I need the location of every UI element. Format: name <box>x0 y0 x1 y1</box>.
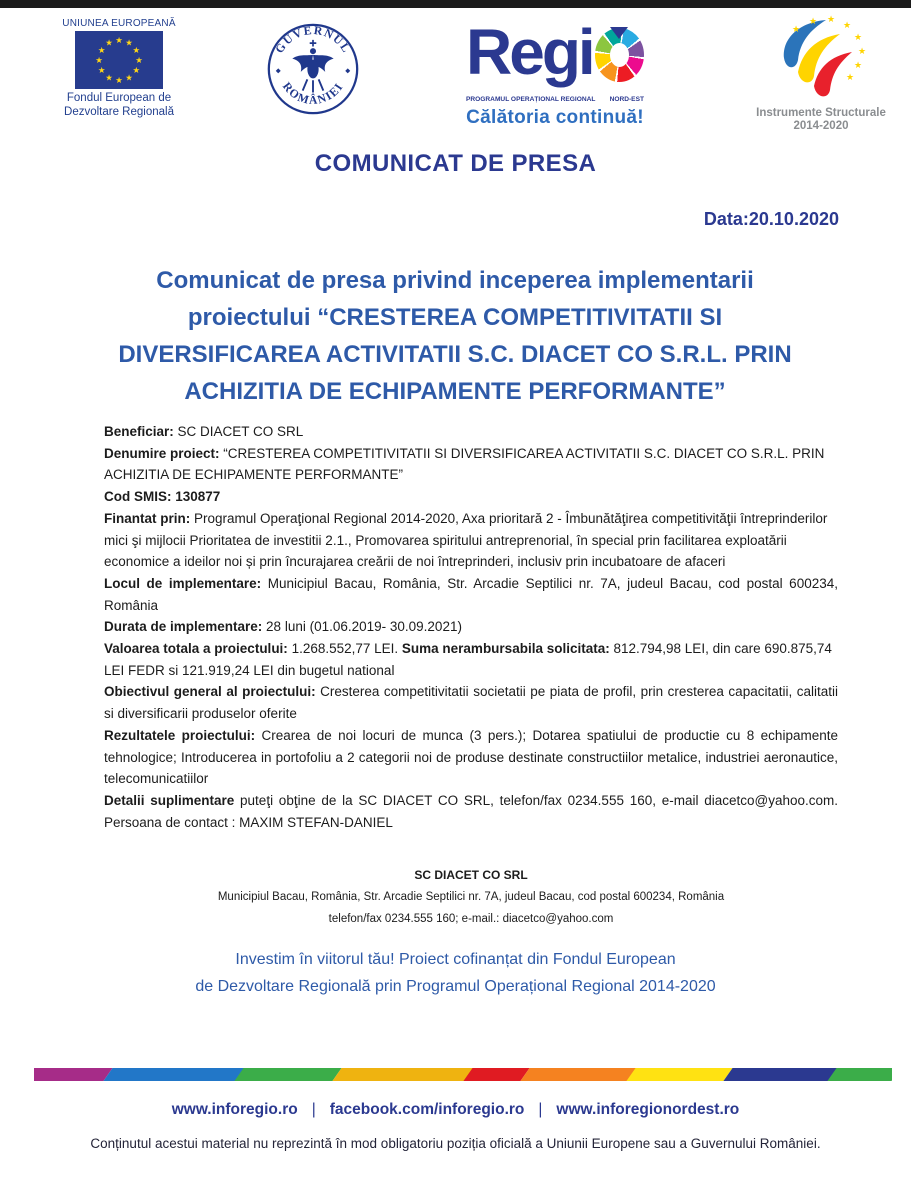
instrumente-swoosh-icon <box>756 14 886 104</box>
rainbow-segment <box>463 1068 529 1081</box>
contact-address: Municipiul Bacau, România, Str. Arcadie Septilici nr. 7A, judeul Bacau, cod postal 600234, România <box>217 891 725 903</box>
rainbow-bar <box>34 1068 892 1081</box>
rainbow-segment <box>332 1068 473 1081</box>
regio-logo <box>466 16 644 129</box>
contact-block <box>104 864 838 930</box>
regio-wordmark-text: Regi <box>466 16 593 88</box>
body-paragraph: Finantat prin: Programul Operaţional Regional 2014-2020, Axa prioritară 2 - Îmbunătăţirea competitivităţii întreprinderilor mici şi mijlocii Prioritatea de investitii 2.1., Promovarea spiritului antreprenorial, în special prin facilitarea exploatării economice a ideilor noi și prin încurajarea creării de noi întreprinderi, inclusiv prin incubatoare de afaceri <box>104 510 828 570</box>
eu-label-bottom: Fondul European de Dezvoltare Regională <box>64 92 174 118</box>
contact-name: SC DIACET CO SRL <box>414 868 528 882</box>
body-text <box>104 421 838 871</box>
body-paragraph: Denumire proiect: “CRESTEREA COMPETITIVITATII SI DIVERSIFICAREA ACTIVITATII S.C. DIACET CO S.R.L. PRIN ACHIZITIA DE ECHIPAMENTE PERFORMANTE” <box>104 445 825 483</box>
contact-phone: telefon/fax 0234.555 160; e-mail.: diacetco@yahoo.com <box>328 913 614 925</box>
body-paragraph: Obiectivul general al proiectului: Cresterea competitivitatii societatii pe piata de profil, prin cresterea capacitatii, calitatii si diversificarii produselor oferite <box>104 684 838 722</box>
document-title: COMUNICAT DE PRESA <box>314 150 597 177</box>
guvernul-romaniei-emblem-icon <box>266 22 360 116</box>
rainbow-segment <box>520 1068 636 1081</box>
body-paragraph: Rezultatele proiectului: Crearea de noi locuri de munca (3 pers.); Dotarea spatiului de productie cu 8 echipamente tehnologice; Introducerea in portofoliu a 2 categorii noi de produse destinate constructiilor metalice, industriei aeronautice, telecomunicatiilor <box>104 727 838 787</box>
rainbow-segment <box>827 1068 892 1081</box>
svg-text:★: ★ <box>132 66 141 76</box>
regio-subtitle-left: PROGRAMUL OPERAȚIONAL REGIONAL <box>466 96 596 103</box>
svg-text:★: ★ <box>125 73 133 84</box>
svg-text:GUVERNUL: GUVERNUL <box>272 23 354 56</box>
body-paragraph: Valoarea totala a proiectului: 1.268.552,77 LEI. Suma nerambursabila solicitata: 812.794,98 LEI, din care 690.875,74 LEI FEDR si 121.919,24 LEI din bugetul national <box>104 641 832 678</box>
eu-logo <box>62 18 176 119</box>
rainbow-segment <box>34 1068 113 1081</box>
rainbow-segment <box>723 1068 837 1081</box>
svg-text:★: ★ <box>105 38 113 49</box>
svg-text:★: ★ <box>115 36 123 46</box>
svg-text:★: ★ <box>842 21 852 31</box>
rainbow-segment <box>626 1068 732 1081</box>
svg-text:★: ★ <box>132 46 141 56</box>
regio-wordmark <box>466 16 644 94</box>
regio-subtitle-right: NORD-EST <box>609 96 644 103</box>
body-paragraph: Cod SMIS: 130877 <box>104 489 221 505</box>
footer-link: www.inforegio.ro <box>171 1101 298 1118</box>
link-separator: | <box>538 1101 543 1118</box>
svg-text:★: ★ <box>826 15 836 25</box>
document-date: Data:20.10.2020 <box>703 209 839 229</box>
instrumente-structurale-logo <box>748 14 894 133</box>
regio-tagline: Călătoria continuă! <box>466 107 644 128</box>
svg-text:★: ★ <box>105 73 113 84</box>
headline: Comunicat de presa privind inceperea implementarii proiectului “CRESTEREA COMPETITIVITATII SI DIVERSIFICAREA ACTIVITATII S.C. DIACET CO S.R.L. PRIN ACHIZITIA DE ECHIPAMENTE PERFORMANTE” <box>118 267 792 405</box>
svg-text:★: ★ <box>853 33 863 43</box>
svg-text:ROMÂNIEI: ROMÂNIEI <box>279 79 347 107</box>
svg-text:◆: ◆ <box>275 67 281 75</box>
svg-text:★: ★ <box>853 61 863 71</box>
svg-text:★: ★ <box>97 46 106 56</box>
guvernul-romaniei-logo <box>266 22 360 121</box>
eu-flag-icon <box>75 31 163 89</box>
scan-top-strip <box>0 0 911 8</box>
svg-text:★: ★ <box>95 56 103 66</box>
rainbow-bar-inner <box>34 1068 892 1081</box>
footer-link: facebook.com/inforegio.ro <box>329 1101 525 1118</box>
svg-text:◆: ◆ <box>345 67 351 75</box>
svg-text:★: ★ <box>125 38 133 49</box>
svg-text:★: ★ <box>115 76 123 86</box>
link-separator: | <box>311 1101 316 1118</box>
body-paragraph: Detalii suplimentare puteţi obţine de la SC DIACET CO SRL, telefon/fax 0234.555 160, e-mail diacetco@yahoo.com. Persoana de contact : MAXIM STEFAN-DANIEL <box>104 792 838 830</box>
eu-label-top: UNIUNEA EUROPEANĂ <box>62 18 176 29</box>
svg-text:★: ★ <box>845 73 855 83</box>
logo-row <box>0 8 911 132</box>
rainbow-segment <box>234 1068 341 1081</box>
body-paragraph: Durata de implementare: 28 luni (01.06.2019- 30.09.2021) <box>104 619 462 635</box>
regio-subtitle <box>466 96 644 103</box>
instrumente-label: Instrumente Structurale 2014-2020 <box>756 107 886 132</box>
body-paragraph: Locul de implementare: Municipiul Bacau, România, Str. Arcadie Septilici nr. 7A, judeul Bacau, cod postal 600234, România <box>104 575 838 613</box>
funding-note: Investim în viitorul tău! Proiect cofinanțat din Fondul European de Dezvoltare Regională prin Programul Operațional Regional 2014-2020 <box>195 951 716 995</box>
rainbow-segment <box>103 1068 244 1081</box>
footer-link: www.inforegionordest.ro <box>556 1101 740 1118</box>
body-paragraph: Beneficiar: SC DIACET CO SRL <box>104 424 304 439</box>
disclaimer: Conținutul acestui material nu reprezintă în mod obligatoriu poziția oficială a Uniunii Europene sau a Guvernului României. <box>90 1136 821 1151</box>
svg-text:★: ★ <box>857 47 867 57</box>
svg-text:★: ★ <box>97 66 106 76</box>
regio-color-wheel-icon <box>595 28 644 82</box>
svg-text:★: ★ <box>135 56 143 66</box>
footer-links <box>0 1101 911 1119</box>
svg-text:★: ★ <box>808 17 818 27</box>
svg-text:★: ★ <box>791 25 801 35</box>
